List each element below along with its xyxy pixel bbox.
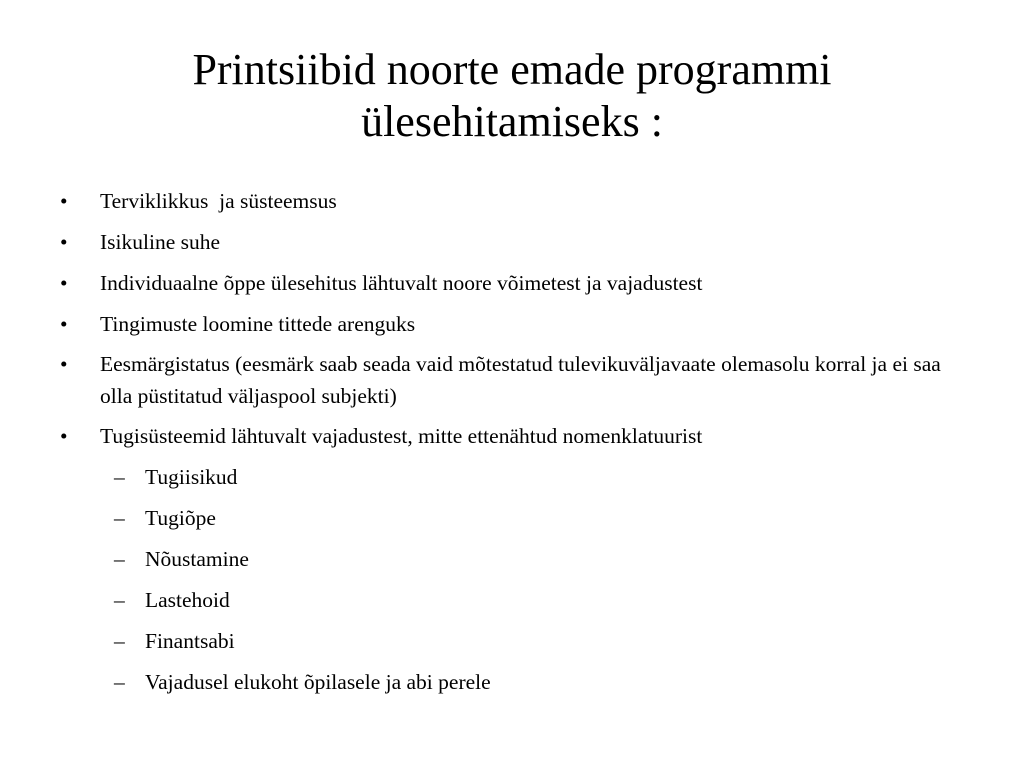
bullet-marker: • xyxy=(60,189,68,213)
sub-bullet-item xyxy=(0,501,1024,535)
dash-marker: – xyxy=(114,670,125,694)
dash-marker: – xyxy=(114,547,125,571)
sub-bullet-item xyxy=(0,542,1024,576)
bullet-marker: • xyxy=(60,230,68,254)
bullet-item xyxy=(0,307,1024,341)
dash-marker: – xyxy=(114,506,125,530)
bullet-item xyxy=(0,225,1024,259)
sub-bullet-item xyxy=(0,460,1024,494)
sub-bullet-text: Nõustamine xyxy=(145,547,249,571)
bullet-item xyxy=(0,348,1024,412)
sub-bullet-item xyxy=(0,665,1024,699)
bullet-text: Terviklikkus ja süsteemsus xyxy=(100,189,337,213)
bullet-text: Individuaalne õppe ülesehitus lähtuvalt noore võimetest ja vajadustest xyxy=(100,271,703,295)
bullet-item xyxy=(0,419,1024,453)
sub-bullet-text: Finantsabi xyxy=(145,629,235,653)
sub-bullet-text: Lastehoid xyxy=(145,588,230,612)
bullet-marker: • xyxy=(60,424,68,448)
bullet-text: Tingimuste loomine tittede arenguks xyxy=(100,312,416,336)
sub-bullet-item xyxy=(0,624,1024,658)
sub-bullet-text: Tugiisikud xyxy=(145,465,238,489)
bullet-list xyxy=(0,184,1024,706)
bullet-marker: • xyxy=(60,312,68,336)
bullet-text: Tugisüsteemid lähtuvalt vajadustest, mitte ettenähtud nomenklatuurist xyxy=(100,424,703,448)
bullet-item xyxy=(0,266,1024,300)
bullet-text: Eesmärgistatus (eesmärk saab seada vaid mõtestatud tulevikuväljavaate olemasolu korral ja ei saa olla püstitatud väljaspool subjekti) xyxy=(100,352,941,408)
bullet-item xyxy=(0,184,1024,218)
dash-marker: – xyxy=(114,465,125,489)
slide-title: Printsiibid noorte emade programmi ülesehitamiseks : xyxy=(192,45,832,146)
bullet-marker: • xyxy=(60,352,68,376)
sub-bullet-text: Tugiõpe xyxy=(145,506,216,530)
dash-marker: – xyxy=(114,629,125,653)
sub-bullet-text: Vajadusel elukoht õpilasele ja abi perele xyxy=(145,670,491,694)
dash-marker: – xyxy=(114,588,125,612)
sub-bullet-item xyxy=(0,583,1024,617)
bullet-text: Isikuline suhe xyxy=(100,230,221,254)
bullet-marker: • xyxy=(60,271,68,295)
